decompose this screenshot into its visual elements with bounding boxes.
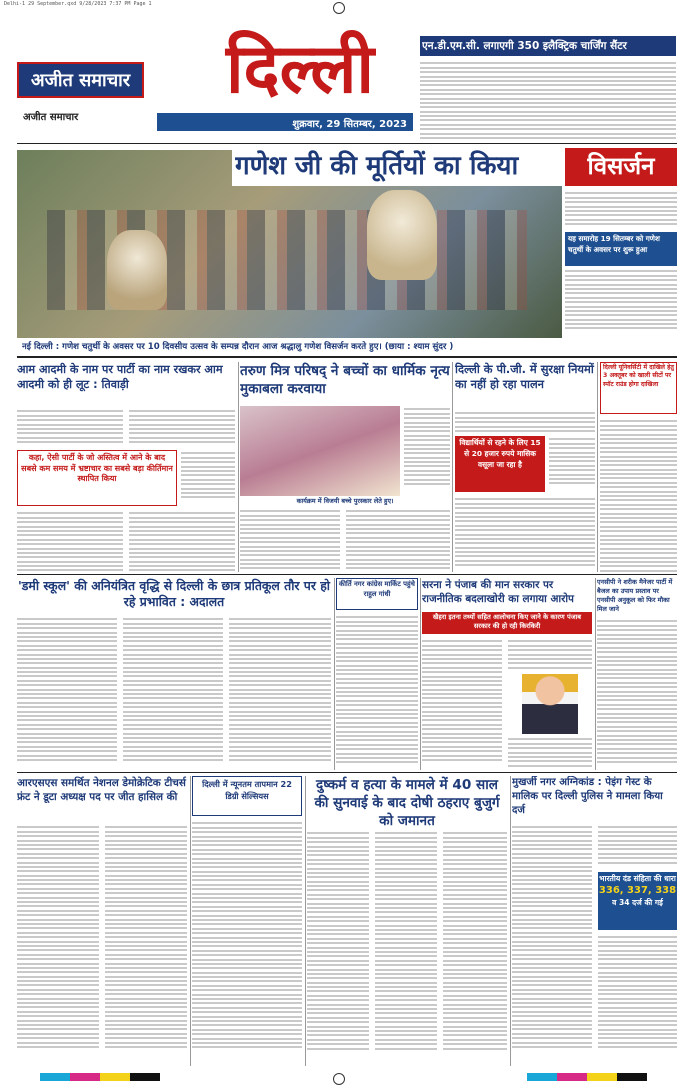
ncp-body	[597, 618, 677, 770]
sarna-body-col1	[422, 638, 502, 770]
tarun-caption: कार्यक्रम में विजयी बच्चे पुरस्कार लेते हुए।	[296, 497, 394, 505]
tarun-body-bottom2	[346, 508, 450, 580]
top-story-body	[420, 60, 676, 146]
mukherjee-box-line2: 336, 337, 338	[598, 885, 677, 896]
city-title: दिल्ली	[225, 30, 375, 109]
lead-body-top	[565, 190, 677, 232]
pgi-story	[455, 362, 595, 582]
aarsl-headline: आरएसएस समर्थित नेशनल डेमोक्रेटिक टीचर्स फ्रंट ने डूटा अध्यक्ष पद पर जीत हासिल की	[17, 777, 186, 803]
column-rule	[452, 362, 453, 572]
du-body	[600, 418, 677, 580]
sarna-story	[422, 578, 592, 772]
ganesh-idol	[367, 190, 437, 280]
mukherjee-box-line3: व 34 दर्ज की गई	[612, 898, 663, 907]
dummy-school-story	[17, 578, 331, 772]
aap-pullquote: कहा, ऐसी पार्टी के जो अस्तित्व में आने के बाद सबसे कम समय में भ्रष्टाचार का सबसे बड़ा कीर्तिमान स्थापित किया	[21, 453, 173, 484]
fellowship-headline-box	[192, 776, 302, 816]
aap-pullquote-box	[17, 450, 177, 506]
mukherjee-col1	[512, 824, 592, 1064]
sub-left: अजीत समाचार	[23, 112, 79, 123]
registration-mark	[333, 1073, 345, 1085]
date-bar	[157, 113, 413, 131]
column-rule	[597, 362, 598, 572]
aarsl-col1	[17, 824, 99, 1064]
ncp-story	[597, 578, 677, 772]
dummy-col3	[229, 616, 331, 770]
paper-logo-box	[17, 62, 144, 98]
sarna-headline: सरना ने पंजाब की मान सरकार पर राजनीतिक बदलाखोरी का लगाया आरोप	[422, 579, 574, 605]
lead-body-bottom	[565, 268, 677, 340]
mukherjee-blue-box	[598, 872, 677, 930]
aap-body-col2	[129, 408, 235, 448]
column-rule	[420, 578, 421, 770]
pgi-headline: दिल्ली के पी.जी. में सुरक्षा नियमों का नहीं हो रहा पालन	[455, 362, 594, 391]
paper-name: अजीत समाचार	[30, 70, 131, 91]
tarun-story	[240, 362, 450, 582]
congress-headline: कीर्ति नगर कांग्रेस मार्किट पहुंचे राहुल गांधी	[339, 580, 415, 598]
column-rule	[595, 578, 596, 770]
section-rule	[17, 574, 677, 575]
dummy-col2	[123, 616, 223, 770]
top-story-headline-band	[420, 36, 676, 56]
ganesh-idol	[107, 230, 167, 310]
lead-side-box	[565, 232, 677, 266]
aap-body-col4	[17, 510, 123, 580]
congress-story	[336, 578, 418, 772]
tarun-body-side	[404, 406, 450, 494]
column-rule	[334, 578, 335, 770]
column-rule	[238, 362, 239, 572]
murder-story	[307, 776, 507, 1066]
file-slug: Delhi-1 29 September.qxd 9/28/2023 7:37 PM Page 1	[4, 1, 152, 7]
sarna-red-box-text: खैहरा इतना तथ्यों सहित आलोचना किए जाने के कारण पंजाब सरकार की हो रही किरकिरी	[432, 613, 582, 631]
column-rule	[305, 776, 306, 1066]
mukherjee-box-line1: भारतीय दंड संहिता की धारा	[599, 874, 676, 883]
sarna-portrait	[522, 674, 578, 734]
aarsl-col2	[105, 824, 187, 1064]
fellowship-body	[192, 820, 302, 1064]
tarun-photo	[240, 406, 400, 496]
top-story	[420, 36, 676, 148]
registration-mark	[333, 2, 345, 14]
lead-headline-b: विसर्जन	[587, 152, 655, 180]
du-headline-box	[600, 362, 677, 414]
congress-headline-box	[336, 578, 418, 610]
tarun-headline: तरुण मित्र परिषद् ने बच्चों का धार्मिक नृत्य मुकाबला करवाया	[240, 363, 450, 397]
lead-headline-b-box	[565, 148, 677, 186]
section-rule	[17, 772, 677, 773]
aap-body-col5	[129, 510, 235, 580]
mukherjee-col2-top	[598, 824, 677, 870]
murder-headline: दुष्कर्म व हत्या के मामले में 40 साल की सुनवाई के बाद दोषी ठहराए बुजुर्ग को जमानत	[314, 777, 500, 829]
aap-body-col1	[17, 408, 123, 448]
pgi-red-box	[455, 436, 545, 492]
murder-col3	[443, 830, 507, 1064]
sarna-body-col2-bottom	[508, 736, 592, 770]
column-rule	[510, 776, 511, 1066]
congress-body	[336, 614, 418, 770]
murder-col1	[307, 830, 369, 1064]
color-registration-bar	[40, 1073, 160, 1081]
aarsl-story	[17, 776, 187, 1066]
mukherjee-col2-bottom	[598, 934, 677, 1064]
aap-body-col3	[181, 450, 235, 506]
tarun-body-bottom	[240, 508, 340, 580]
dummy-school-headline: 'डमी स्कूल' की अनियंत्रित वृद्धि से दिल्ली के छात्र प्रतिकूल तौर पर हो रहे प्रभावित : अदालत	[18, 578, 330, 610]
mukherjee-headline: मुखर्जी नगर अग्निकांड : पेइंग गेस्ट के मालिक पर दिल्ली पुलिस ने मामला किया दर्ज	[512, 777, 663, 816]
section-rule	[17, 356, 677, 358]
masthead-rule	[17, 143, 677, 144]
fellowship-headline: दिल्ली में न्यूनतम तापमान 22 डिग्री सेल्सियस	[202, 779, 292, 801]
sarna-red-box	[422, 612, 592, 634]
mukherjee-story	[512, 776, 677, 1066]
murder-col2	[375, 830, 437, 1064]
fellowship-story	[192, 776, 302, 1066]
du-story	[600, 362, 677, 582]
pgi-body-bottom	[455, 496, 595, 580]
column-rule	[190, 776, 191, 1066]
sarna-body-col2-top	[508, 638, 592, 672]
pgi-body-side	[549, 436, 595, 492]
dummy-col1	[17, 616, 117, 770]
masthead	[17, 27, 413, 137]
lead-side-box-text: यह समारोह 19 सितम्बर को गणेश चतुर्थी के अवसर पर शुरू हुआ	[568, 234, 660, 254]
pgi-red-box-text: विद्यार्थियों से रहने के लिए 15 से 20 हजार रुपये मासिक वसूला जा रहा है	[459, 438, 541, 469]
ncp-headline: एनसीपी ने शरीक मैनेजर पार्टी में बैजल का उपाय प्रस्ताव पर एनसीपी अनुकूल को फिर मौका मिल जाने	[597, 578, 673, 613]
pgi-body-top	[455, 410, 595, 436]
aap-headline: आम आदमी के नाम पर पार्टी का नाम रखकर आम आदमी को ही लूट : तिवाड़ी	[17, 363, 223, 391]
color-registration-bar	[527, 1073, 647, 1081]
aap-story	[17, 362, 235, 582]
du-headline: दिल्ली यूनिवर्सिटी में दाखिले हेतु 3 अक्तूबर को खाली सीटों पर स्पॉट राउंड होगा दाखिला	[603, 364, 674, 388]
issue-date: शुक्रवार, 29 सितम्बर, 2023	[292, 119, 407, 130]
lead-caption: नई दिल्ली : गणेश चतुर्थी के अवसर पर 10 दिवसीय उत्सव के सम्पन्न दौरान आज श्रद्धालु गणेश विसर्जन करते हुए। (छाया : श्याम सुंदर )	[22, 342, 454, 352]
top-story-headline: एन.डी.एम.सी. लगाएगी 350 इलैक्ट्रिक चार्जिंग सैंटर	[422, 40, 627, 52]
lead-headline-a: गणेश जी की मूर्तियों का किया	[235, 151, 519, 181]
